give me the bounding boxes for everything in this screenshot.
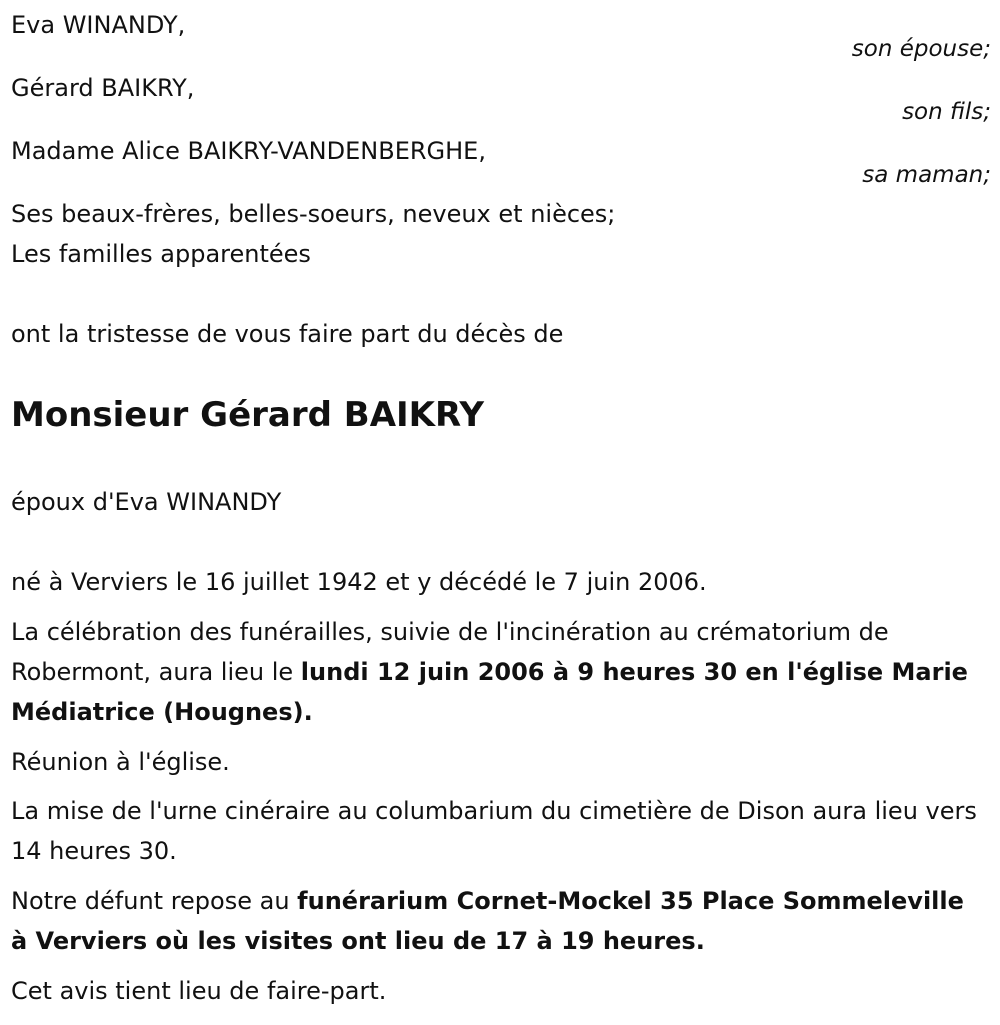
urn-paragraph: La mise de l'urne cinéraire au columbarium du cimetière de Dison aura lieu vers 14 heures 30. (11, 797, 977, 865)
funeral-details: lundi 12 juin 2006 à 9 heures 30 en l'église Marie Médiatrice (Hougnes). (11, 658, 968, 726)
repose-intro: Notre défunt repose au (11, 887, 298, 915)
repose-paragraph (11, 881, 986, 961)
announcement-text: ont la tristesse de vous faire part du décès de (11, 320, 564, 348)
meeting-paragraph: Réunion à l'église. (11, 748, 230, 776)
family-member-name: Gérard BAIKRY, (11, 74, 195, 102)
family-member-name: Eva WINANDY, (11, 11, 186, 39)
funeral-intro: La célébration des funérailles, suivie de l'incinération au crématorium de Robermont, aura lieu le (11, 618, 889, 686)
repose-details: funérarium Cornet-Mockel 35 Place Sommeleville à Verviers où les visites ont lieu de 17 à 19 heures. (11, 887, 964, 955)
funeral-paragraph (11, 612, 986, 732)
spouse-line: époux d'Eva WINANDY (11, 488, 282, 516)
closing-paragraph: Cet avis tient lieu de faire-part. (11, 977, 387, 1005)
family-member-relation: son fils; (902, 99, 991, 125)
other-relatives-line: Ses beaux-frères, belles-soeurs, neveux et nièces; (11, 200, 616, 228)
family-member-name: Madame Alice BAIKRY-VANDENBERGHE, (11, 137, 486, 165)
other-relatives-line: Les familles apparentées (11, 240, 311, 268)
birth-death-line: né à Verviers le 16 juillet 1942 et y décédé le 7 juin 2006. (11, 568, 707, 596)
family-member-relation: son épouse; (851, 36, 991, 62)
deceased-name-heading: Monsieur Gérard BAIKRY (11, 395, 484, 435)
family-member-relation: sa maman; (862, 162, 991, 188)
